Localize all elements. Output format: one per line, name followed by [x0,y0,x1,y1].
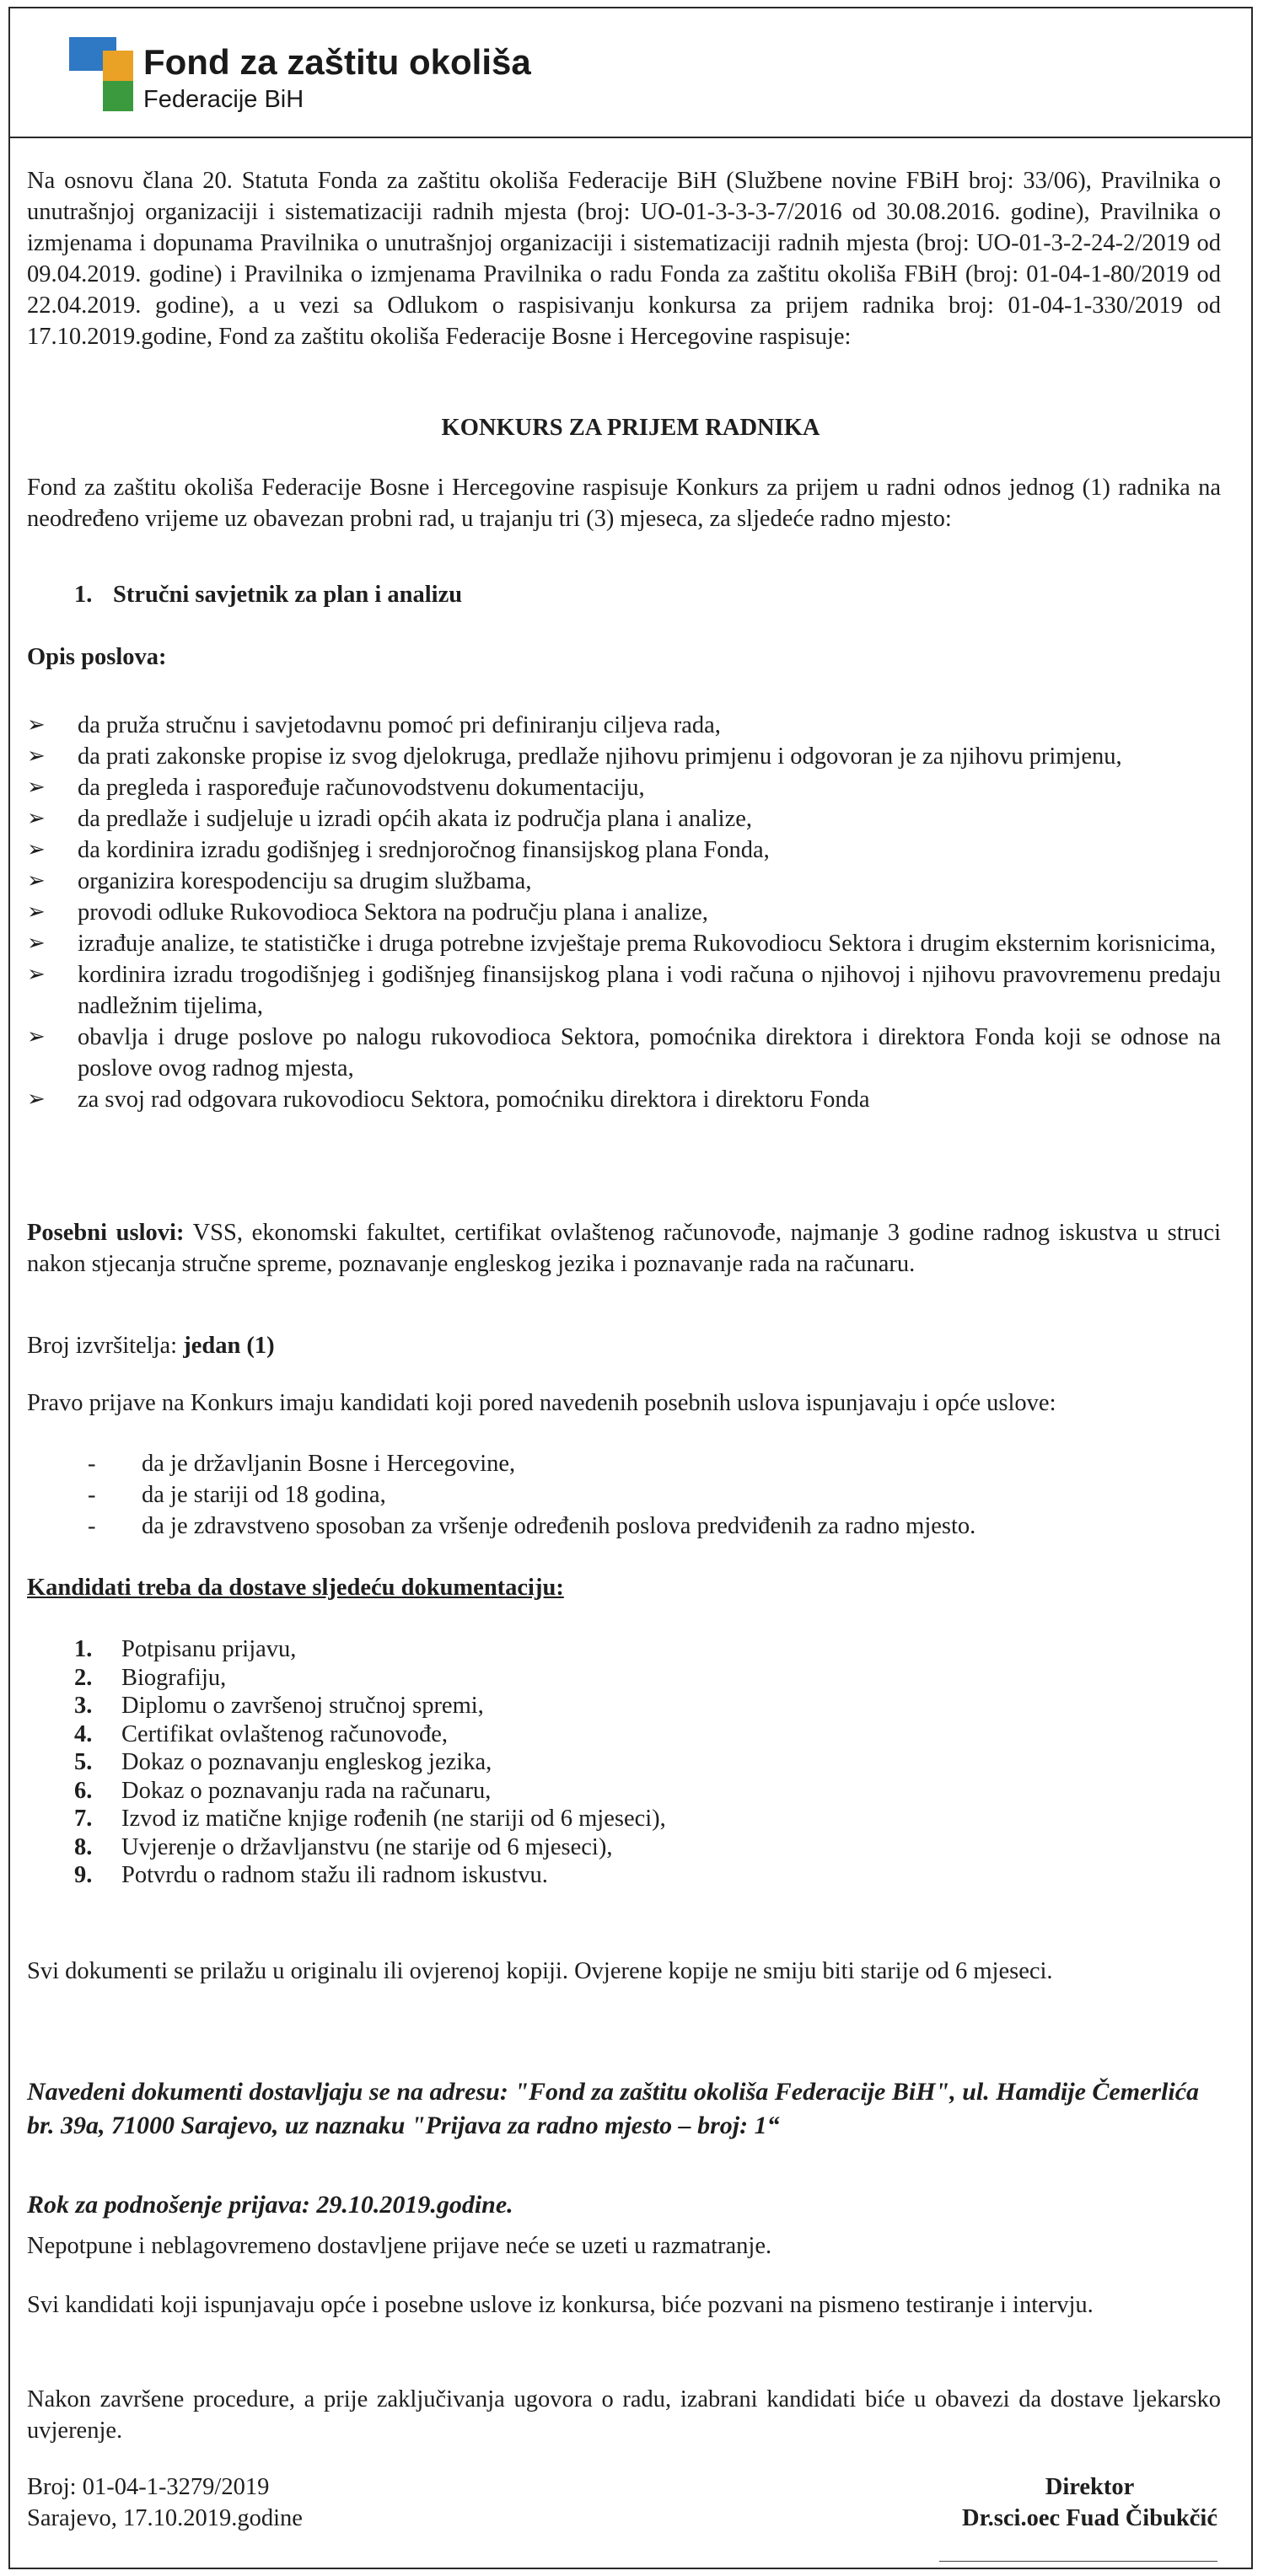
executors-value: jedan (1) [183,1333,275,1359]
list-item [27,1511,975,1542]
condition-text: da je državljanin Bosne i Hercegovine, [142,1451,516,1477]
doc-number: 5. [74,1749,93,1775]
list-item [27,835,1221,866]
doc-text: Uvjerenje o državljanstvu (ne starije od 6 mjeseci), [121,1833,613,1860]
doc-number: 2. [74,1664,93,1691]
special-conditions [27,1217,1221,1280]
doc-text: Izvod iz matične knjige rođenih (ne stariji od 6 mjeseci), [121,1806,666,1832]
list-item [74,1861,666,1890]
address-note: Navedeni dokumenti dostavljaju se na adresu: "Fond za zaštitu okoliša Federacije BiH", ul. Hamdije Čemerlića br. 39a, 71000 Sarajevo, uz naznaku "Prijava za radno mjesto – broj: 1“ [27,2078,1200,2139]
list-item [27,741,1221,772]
list-item [27,1448,975,1479]
arrow-bullet-icon: ➢ [27,1087,46,1112]
signature-line [939,2561,1217,2562]
list-item [74,1664,666,1693]
list-item [74,1692,666,1720]
signer-name: Dr.sci.oec Fuad Čibukčić [962,2505,1217,2531]
condition-text: da je stariji od 18 godina, [142,1482,386,1508]
testing-note: Svi kandidati koji ispunjavaju opće i posebne uslove iz konkursa, biće pozvani na pismeno testiranje i intervju. [27,2292,1094,2318]
arrow-bullet-icon: ➢ [27,806,46,831]
special-conditions-text: VSS, ekonomski fakultet, certifikat ovlaštenog računovođe, najmanje 3 godine radnog iskustva u struci nakon stjecanja stručne spreme, poznavanje engleskog jezika i poznavanje rada na računaru. [27,1220,1221,1277]
duty-text: provodi odluke Rukovodioca Sektora na području plana i analize, [78,899,708,926]
arrow-bullet-icon: ➢ [27,868,46,894]
arrow-bullet-icon: ➢ [27,1024,46,1049]
doc-number: 6. [74,1777,93,1804]
doc-number: 3. [74,1693,93,1719]
duty-text: obavlja i druge poslove po nalogu rukovodioca Sektora, pomoćnika direktora i direktora Fonda koji se odnose na poslove ovog radnog mjesta, [78,1024,1221,1081]
place-date: Sarajevo, 17.10.2019.godine [27,2505,303,2531]
arrow-bullet-icon: ➢ [27,775,46,800]
doc-number: 4. [74,1720,93,1747]
duty-text: organizira korespodenciju sa drugim službama, [78,868,532,894]
executors-label: Broj izvršitelja: [27,1333,184,1359]
arrow-bullet-icon: ➢ [27,712,46,738]
documents-list [74,1635,666,1890]
signature-block [962,2471,1217,2534]
list-item [27,710,1221,741]
doc-number: 1. [74,1636,93,1662]
org-name: Fond za zaštitu okoliša [143,42,531,82]
list-item [27,897,1221,928]
doc-text: Dokaz o poznavanju rada na računaru, [121,1777,492,1804]
fond-logo-icon [62,32,145,115]
deadline-note: Rok za podnošenje prijava: 29.10.2019.godine. [27,2191,513,2219]
dash-bullet: - [88,1451,96,1477]
list-item [27,803,1221,835]
document-page [8,7,1253,2569]
intro-paragraph: Na osnovu člana 20. Statuta Fonda za zaštitu okoliša Federacije BiH (Službene novine FBiH broj: 33/06), Pravilnika o unutrašnjoj organizaciji i sistematizaciji radnih mjesta (broj: UO-01-3-3-3-7/2016 od 30.08.2016. godine), Pravilnika o izmjenama i dopunama Pravilnika o unutrašnjoj organizaciji i sistematizaciji radnih mjesta (broj: UO-01-3-2-24-2/2019 od 09.04.2019. godine) i Pravilnika o izmjenama Pravilnika o radu Fonda za zaštitu okoliša FBiH (broj: 01-04-1-80/2019 od 22.04.2019. godine), a u vezi sa Odlukom o raspisivanju konkursa za prijem radnika broj: 01-04-1-330/2019 od 17.10.2019.godine, Fond za zaštitu okoliša Federacije Bosne i Hercegovine raspisuje: [27,168,1221,350]
list-item [74,1805,666,1833]
list-item [27,1022,1221,1084]
arrow-bullet-icon: ➢ [27,743,46,769]
dash-bullet: - [88,1482,96,1508]
incomplete-note: Nepotpune i neblagovremeno dostavljene prijave neće se uzeti u razmatranje. [27,2233,772,2259]
org-subtitle: Federacije BiH [143,86,304,113]
list-item [74,1635,666,1664]
logo-orange-square [103,51,133,81]
doc-text: Dokaz o poznavanju engleskog jezika, [121,1749,492,1775]
list-item [74,1720,666,1749]
duty-text: da prati zakonske propise iz svog djelokruga, predlaže njihovu primjenu i odgovoran je za njihovu primjenu, [78,743,1122,770]
doc-text: Diplomu o završenoj stručnoj spremi, [121,1693,484,1719]
arrow-bullet-icon: ➢ [27,899,46,925]
duty-text: da kordinira izradu godišnjeg i srednjoročnog finansijskog plana Fonda, [78,837,770,863]
signer-title: Direktor [1045,2474,1135,2500]
list-item [74,1748,666,1777]
position-heading [74,582,462,609]
list-item [74,1833,666,1862]
general-conditions-list [27,1448,975,1542]
doc-number: 9. [74,1862,93,1888]
list-item [27,1084,1221,1115]
copies-note: Svi dokumenti se prilažu u originalu ili ovjerenoj kopiji. Ovjerene kopije ne smiju biti starije od 6 mjeseci. [27,1958,1053,1984]
duty-text: da predlaže i sudjeluje u izradi općih akata iz područja plana i analize, [78,806,753,832]
list-item [27,959,1221,1022]
general-conditions-intro: Pravo prijave na Konkurs imaju kandidati koji pored navedenih posebnih uslova ispunjavaju i opće uslove: [27,1390,1056,1416]
position-name: Stručni savjetnik za plan i analizu [113,582,463,608]
doc-number: 7. [74,1806,93,1832]
doc-text: Biografiju, [121,1664,227,1691]
list-item [27,928,1221,959]
duty-text: izrađuje analize, te statističke i druga potrebne izvještaje prema Rukovodiocu Sektora i drugim eksternim korisnicima, [78,931,1217,957]
header-divider [10,137,1251,138]
doc-number: 8. [74,1833,93,1860]
document-title: KONKURS ZA PRIJEM RADNIKA [441,415,820,441]
list-item [74,1777,666,1806]
duties-list [27,710,1221,1115]
condition-text: da je zdravstveno sposoban za vršenje određenih poslova predviđenih za radno mjesto. [142,1513,976,1539]
duties-heading: Opis poslova: [27,644,167,670]
dash-bullet: - [88,1513,96,1539]
arrow-bullet-icon: ➢ [27,962,46,987]
executors-line [27,1330,1221,1361]
reference-number: Broj: 01-04-1-3279/2019 [27,2474,270,2500]
doc-text: Potpisanu prijavu, [121,1636,297,1662]
arrow-bullet-icon: ➢ [27,837,46,862]
duty-text: da pruža stručnu i savjetodavnu pomoć pri definiranju ciljeva rada, [78,712,721,738]
announcement-paragraph: Fond za zaštitu okoliša Federacije Bosne i Hercegovine raspisuje Konkurs za prijem u radni odnos jednog (1) radnika na neodređeno vrijeme uz obavezan probni rad, u trajanju tri (3) mjeseca, za sljedeće radno mjesto: [27,475,1221,532]
duty-text: da pregleda i raspoređuje računovodstvenu dokumentaciju, [78,775,645,801]
list-item [27,1479,975,1511]
logo-green-square [103,81,133,111]
doc-text: Potvrdu o radnom stažu ili radnom iskustvu. [121,1862,548,1888]
medical-note: Nakon završene procedure, a prije zaključivanja ugovora o radu, izabrani kandidati biće u obavezi da dostave ljekarsko uvjerenje. [27,2386,1221,2444]
duty-text: za svoj rad odgovara rukovodiocu Sektora, pomoćniku direktora i direktoru Fonda [78,1087,870,1113]
doc-text: Certifikat ovlaštenog računovođe, [121,1720,449,1747]
list-item [27,772,1221,803]
special-conditions-label: Posebni uslovi: [27,1220,185,1246]
duty-text: kordinira izradu trogodišnjeg i godišnjeg finansijskog plana i vodi računa o njihovoj i njihovu pravovremenu predaju nadležnim tijelima, [78,962,1221,1019]
list-item [27,866,1221,897]
arrow-bullet-icon: ➢ [27,931,46,956]
position-number: 1. [74,582,93,608]
reference-block [27,2471,303,2534]
documents-heading: Kandidati treba da dostave sljedeću dokumentaciju: [27,1575,564,1601]
